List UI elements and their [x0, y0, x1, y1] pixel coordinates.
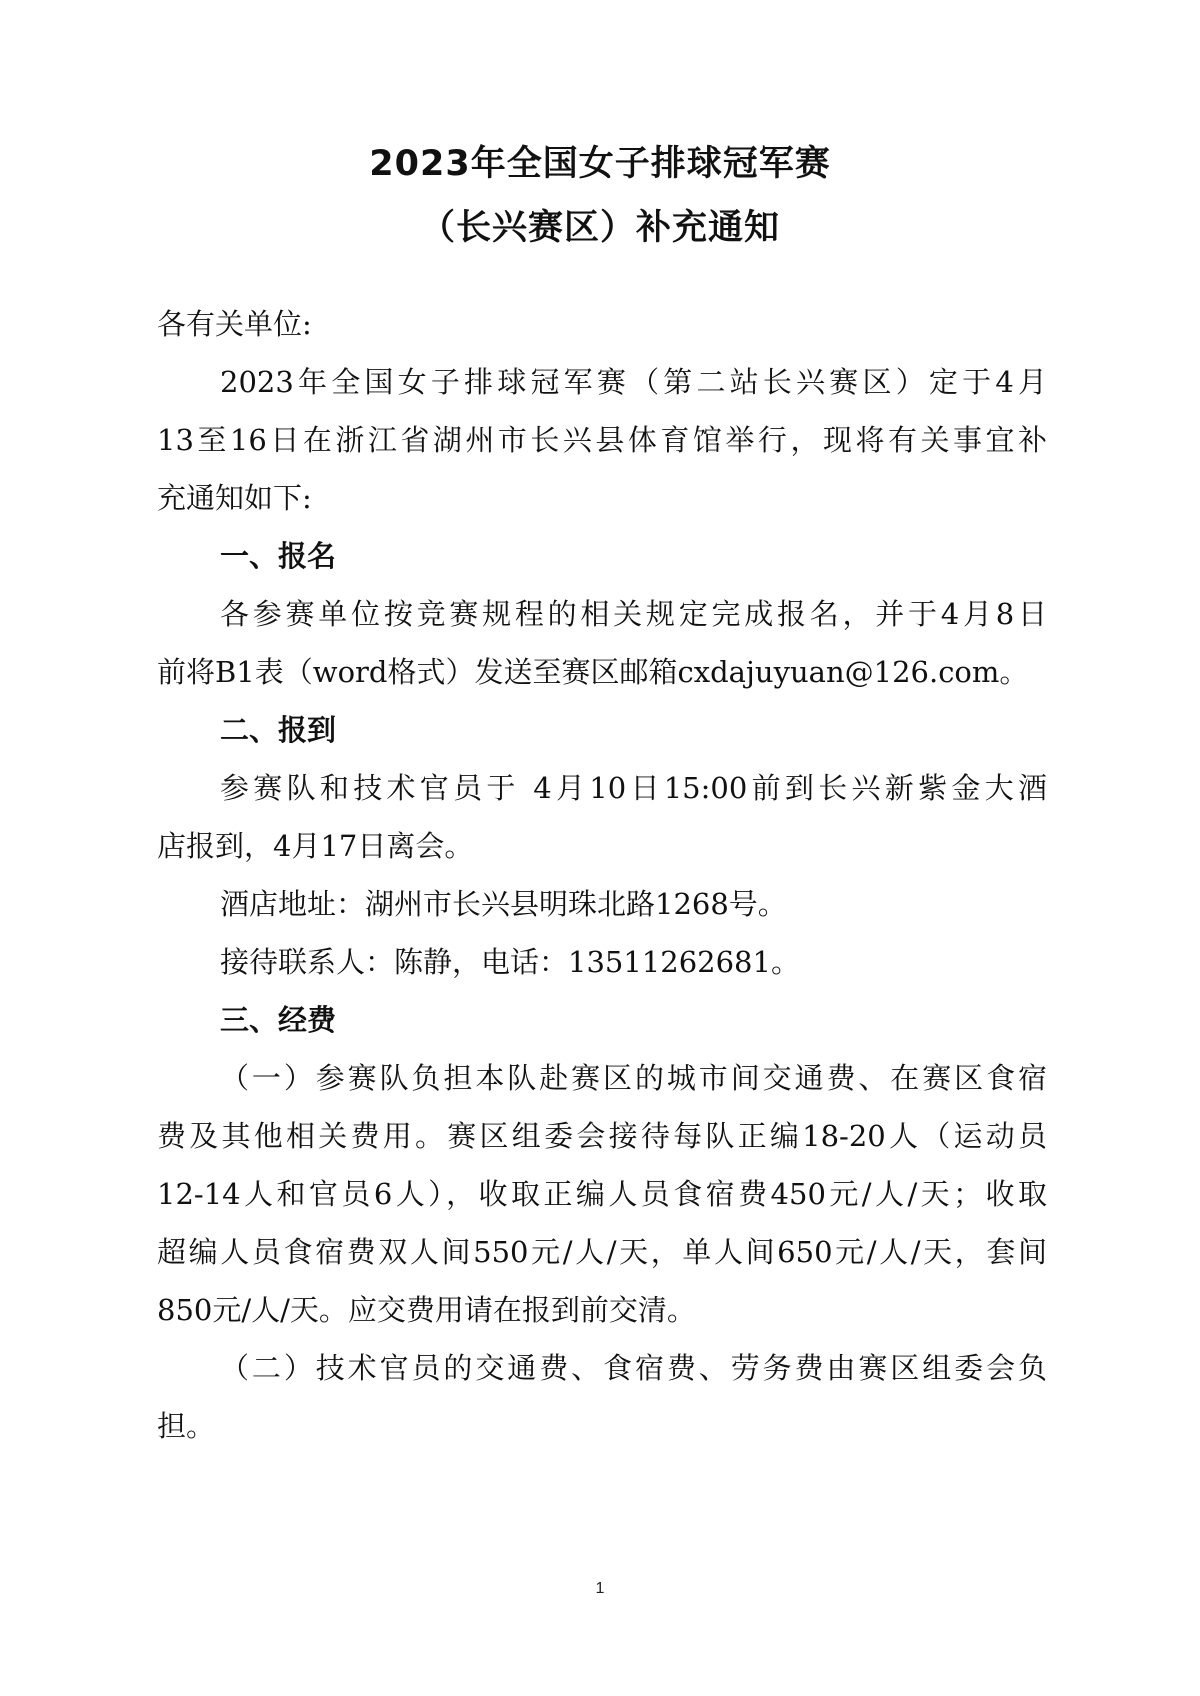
section-line: 12-14人和官员6人），收取正编人员食宿费450元/人/天；收取	[157, 1177, 1047, 1211]
section-line: 各参赛单位按竞赛规程的相关规定完成报名，并于4月8日	[220, 597, 1047, 631]
intro-line: 13至16日在浙江省湖州市长兴县体育馆举行，现将有关事宜补	[157, 423, 1047, 457]
section-line: 店报到，4月17日离会。	[157, 829, 474, 863]
section-line: （二）技术官员的交通费、食宿费、劳务费由赛区组委会负	[220, 1351, 1047, 1385]
intro-line: 2023年全国女子排球冠军赛（第二站长兴赛区）定于4月	[220, 365, 1047, 399]
document-title-line-2: （长兴赛区）补充通知	[419, 208, 780, 248]
section-line: 参赛队和技术官员于 4月10日15:00前到长兴新紫金大酒	[220, 771, 1047, 805]
intro-line: 充通知如下:	[157, 481, 312, 515]
section-heading-check-in: 二、报到	[220, 713, 337, 747]
page-number: 1	[595, 1580, 605, 1597]
document-title-line-1: 2023年全国女子排球冠军赛	[369, 144, 831, 184]
section-heading-expenses: 三、经费	[220, 1003, 337, 1037]
section-line: 担。	[157, 1409, 216, 1443]
section-line: （一）参赛队负担本队赴赛区的城市间交通费、在赛区食宿	[220, 1061, 1047, 1095]
hotel-address: 酒店地址：湖州市长兴县明珠北路1268号。	[220, 887, 787, 921]
section-line: 费及其他相关费用。赛区组委会接待每队正编18-20人（运动员	[157, 1119, 1047, 1153]
section-heading-registration: 一、报名	[220, 539, 337, 573]
salutation: 各有关单位:	[157, 307, 312, 341]
contact-person: 接待联系人：陈静，电话：13511262681。	[220, 945, 800, 979]
section-line: 超编人员食宿费双人间550元/人/天，单人间650元/人/天，套间	[157, 1235, 1047, 1269]
section-line: 前将B1表（word格式）发送至赛区邮箱cxdajuyuan@126.com。	[157, 655, 1029, 689]
section-line: 850元/人/天。应交费用请在报到前交清。	[157, 1293, 696, 1327]
